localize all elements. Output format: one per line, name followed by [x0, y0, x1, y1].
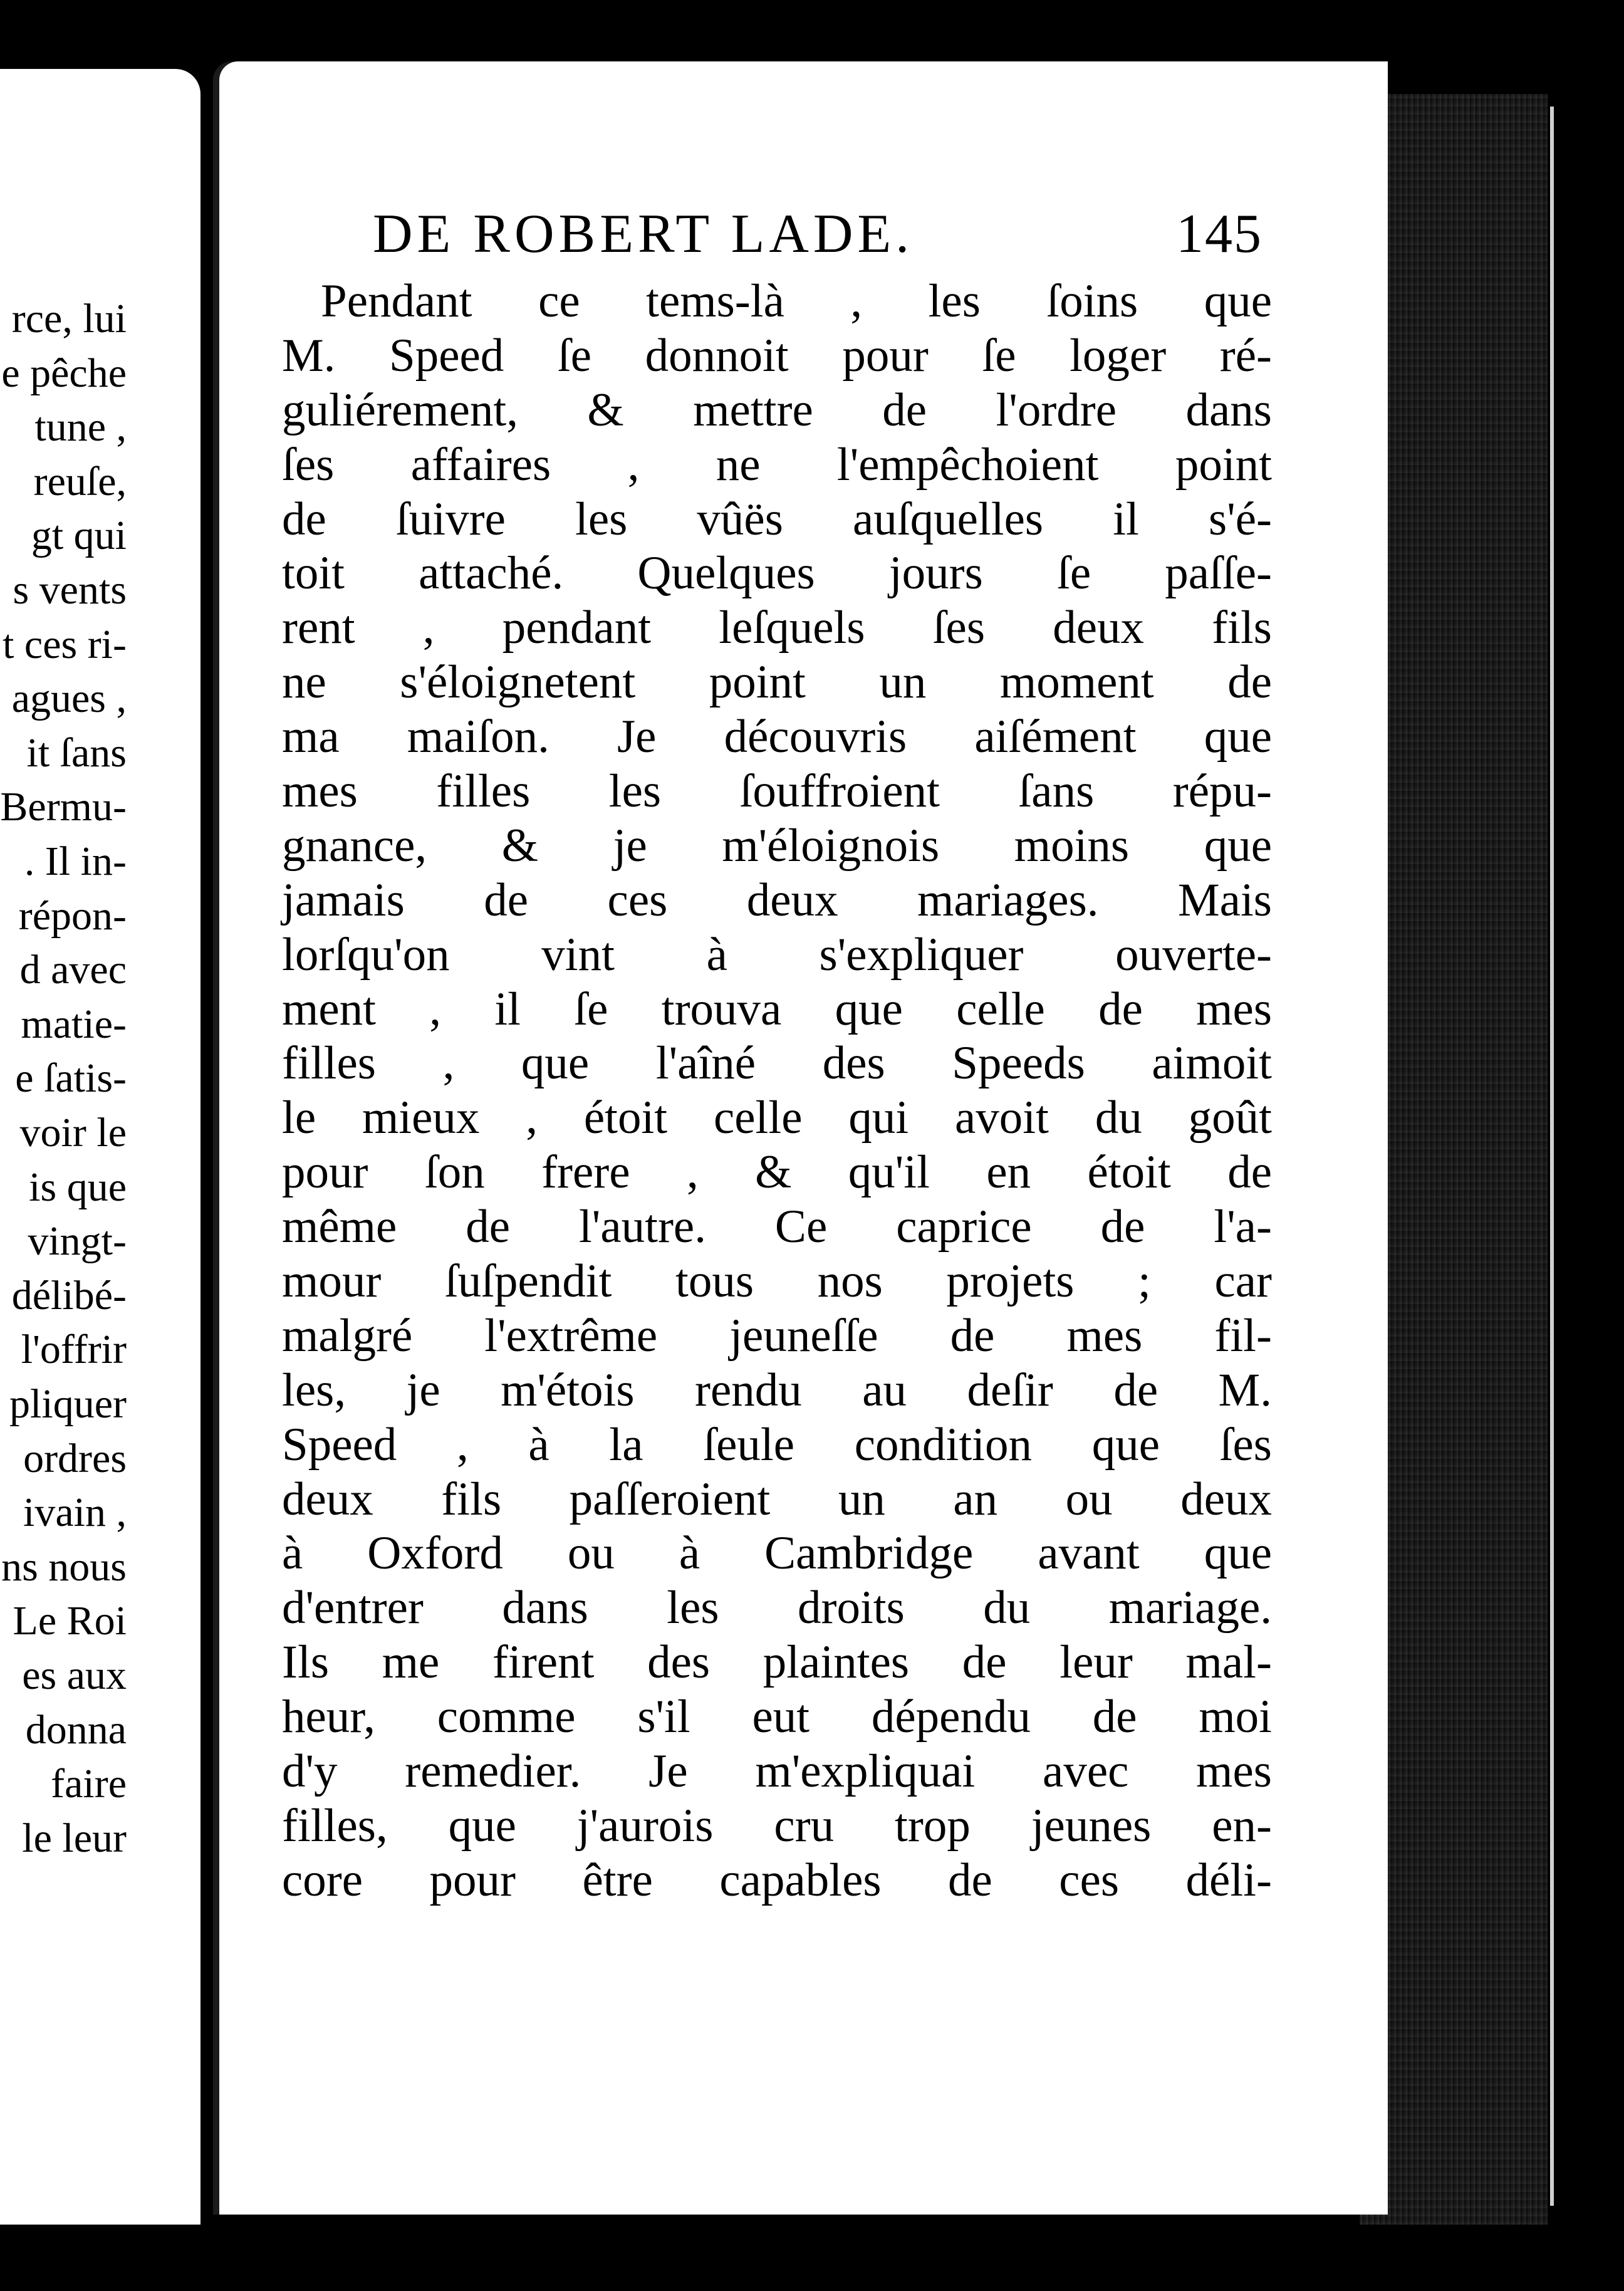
left-page-line: pliquer — [9, 1381, 127, 1427]
left-page-line: l'offrir — [21, 1327, 127, 1373]
text-line: d'y remedier. Je m'expliquai avec mes — [282, 1745, 1272, 1798]
book-edge-highlight — [1550, 107, 1554, 2206]
text-line: M. Speed ſe donnoit pour ſe loger ré- — [282, 329, 1272, 382]
text-line: ſes affaires , ne l'empêchoient point — [282, 438, 1272, 491]
book-edge — [1360, 94, 1548, 2225]
text-line: même de l'autre. Ce caprice de l'a- — [282, 1201, 1272, 1253]
left-page-line: d avec — [19, 947, 127, 993]
left-page — [0, 69, 200, 2225]
text-line: à Oxford ou à Cambridge avant que — [282, 1527, 1272, 1580]
left-page-line: s vents — [13, 567, 127, 613]
text-line: lorſqu'on vint à s'expliquer ouverte- — [282, 928, 1272, 981]
left-page-line: tune , — [34, 404, 127, 451]
text-line: core pour être capables de ces déli- — [282, 1854, 1272, 1906]
left-page-line: gt qui — [31, 513, 127, 559]
left-page-line: le leur — [22, 1815, 127, 1861]
text-line: Pendant ce tems-là , les ſoins que — [321, 275, 1272, 327]
text-line: ma maiſon. Je découvris aiſément que — [282, 711, 1272, 763]
left-page-line: is que — [29, 1164, 127, 1210]
page-number: 145 — [1176, 204, 1262, 264]
left-page-line: ns nous — [1, 1543, 127, 1590]
text-line: d'entrer dans les droits du mariage. — [282, 1582, 1272, 1634]
text-line: les, je m'étois rendu au deſir de M. — [282, 1364, 1272, 1416]
left-page-line: vingt- — [28, 1218, 127, 1265]
text-line: gnance, & je m'éloignois moins que — [282, 819, 1272, 872]
left-page-line: . Il in- — [24, 838, 127, 884]
left-page-line: e pêche — [1, 350, 127, 396]
text-line: heur, comme s'il eut dépendu de moi — [282, 1691, 1272, 1743]
left-page-line: voir le — [19, 1110, 127, 1156]
left-page-line: Bermu- — [0, 784, 127, 830]
text-line: rent , pendant leſquels ſes deux fils — [282, 602, 1272, 654]
left-page-line: délibé- — [11, 1272, 127, 1318]
text-line: guliérement, & mettre de l'ordre dans — [282, 384, 1272, 436]
left-page-line: répon- — [18, 892, 127, 939]
right-page — [219, 61, 1388, 2215]
text-line: de ſuivre les vûës auſquelles il s'é- — [282, 493, 1272, 545]
left-page-line: es aux — [22, 1652, 127, 1698]
left-page-line: reuſe, — [33, 458, 127, 504]
left-page-line: matie- — [21, 1001, 127, 1047]
left-page-line: agues , — [11, 676, 127, 722]
text-line: filles, que j'aurois cru trop jeunes en- — [282, 1799, 1272, 1852]
text-line: pour ſon frere , & qu'il en étoit de — [282, 1146, 1272, 1199]
left-page-line: rce, lui — [11, 296, 127, 342]
text-line: filles , que l'aîné des Speeds aimoit — [282, 1037, 1272, 1090]
text-line: jamais de ces deux mariages. Mais — [282, 874, 1272, 926]
text-line: le mieux , étoit celle qui avoit du goût — [282, 1092, 1272, 1144]
left-page-line: t ces ri- — [3, 621, 127, 667]
left-page-line: it ſans — [26, 729, 127, 776]
left-page-line: ivain , — [23, 1490, 127, 1536]
text-line: Speed , à la ſeule condition que ſes — [282, 1418, 1272, 1471]
text-line: Ils me firent des plaintes de leur mal- — [282, 1636, 1272, 1689]
left-page-line: e ſatis- — [15, 1055, 127, 1102]
text-line: toit attaché. Quelques jours ſe paſſe- — [282, 547, 1272, 600]
text-line: malgré l'extrême jeuneſſe de mes fil- — [282, 1309, 1272, 1362]
left-page-line: donna — [25, 1706, 127, 1753]
text-line: mour ſuſpendit tous nos projets ; car — [282, 1255, 1272, 1308]
text-line: mes filles les ſouffroient ſans répu- — [282, 765, 1272, 818]
body-text — [282, 274, 1272, 1908]
running-title: DE ROBERT LADE. — [373, 204, 914, 264]
text-line: ne s'éloignetent point un moment de — [282, 656, 1272, 709]
text-line: deux fils paſſeroient un an ou deux — [282, 1473, 1272, 1525]
left-page-line: ordres — [23, 1435, 127, 1481]
running-head — [373, 202, 1262, 271]
left-page-line: Le Roi — [13, 1598, 127, 1644]
left-page-line: faire — [51, 1761, 127, 1807]
text-line: ment , il ſe trouva que celle de mes — [282, 983, 1272, 1035]
